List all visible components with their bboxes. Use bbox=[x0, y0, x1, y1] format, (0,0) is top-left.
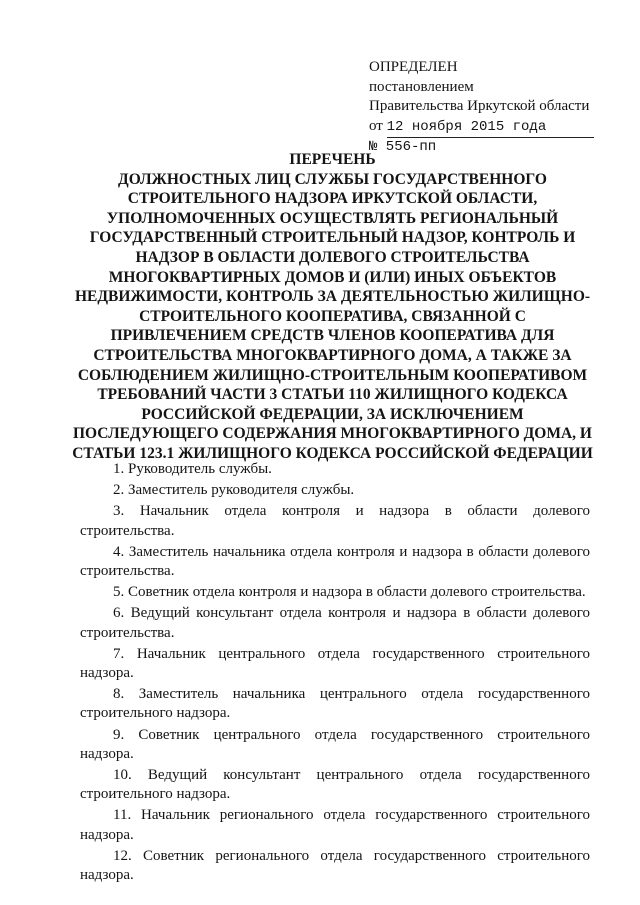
list-item: 3. Начальник отдела контроля и надзора в области долевого строительства. bbox=[80, 503, 590, 539]
approval-date: 12 ноября 2015 года bbox=[387, 118, 595, 139]
list-item: 6. Ведущий консультант отдела контроля и надзора в области долевого строительства. bbox=[80, 605, 590, 641]
list-item: 11. Начальник регионального отдела государственного строительного надзора. bbox=[80, 807, 590, 843]
list-item: 2. Заместитель руководителя службы. bbox=[113, 482, 355, 499]
list-item: 1. Руководитель службы. bbox=[113, 461, 272, 477]
list-item: 9. Советник центрального отдела государственного строительного надзора. bbox=[80, 726, 590, 762]
title-heading: ПЕРЕЧЕНЬ bbox=[289, 151, 376, 168]
approval-date-line bbox=[369, 117, 629, 139]
approval-block bbox=[369, 58, 629, 158]
list-item: 5. Советник отдела контроля и надзора в области долевого строительства. bbox=[113, 584, 586, 601]
approval-date-prefix: от bbox=[369, 117, 383, 134]
approval-authority: Правительства Иркутской области bbox=[369, 98, 590, 114]
approval-by: постановлением bbox=[369, 78, 474, 95]
document-title bbox=[70, 150, 595, 464]
title-text: ДОЛЖНОСТНЫХ ЛИЦ СЛУЖБЫ ГОСУДАРСТВЕННОГО СТРОИТЕЛЬНОГО НАДЗОРА ИРКУТСКОЙ ОБЛАСТИ, УПОЛНОМОЧЕННЫХ ОСУЩЕСТВЛЯТЬ РЕГИОНАЛЬНЫЙ ГОСУДАРСТВЕННЫЙ СТРОИТЕЛЬНЫЙ НАДЗОР, КОНТРОЛЬ И НАДЗОР В ОБЛАСТИ ДОЛЕВОГО СТРОИТЕЛЬСТВА МНОГОКВАРТИРНЫХ ДОМОВ И (ИЛИ) ИНЫХ ОБЪЕКТОВ НЕДВИЖИМОСТИ, КОНТРОЛЬ ЗА ДЕЯТЕЛЬНОСТЬЮ ЖИЛИЩНО-СТРОИТЕЛЬНОГО КООПЕРАТИВА, СВЯЗАННОЙ С ПРИВЛЕЧЕНИЕМ СРЕДСТВ ЧЛЕНОВ КООПЕРАТИВА ДЛЯ СТРОИТЕЛЬСТВА МНОГОКВАРТИРНОГО ДОМА, А ТАКЖЕ ЗА СОБЛЮДЕНИЕМ ЖИЛИЩНО-СТРОИТЕЛЬНЫМ КООПЕРАТИВОМ ТРЕБОВАНИЙ ЧАСТИ 3 СТАТЬИ 110 ЖИЛИЩНОГО КОДЕКСА РОССИЙСКОЙ ФЕДЕРАЦИИ, ЗА ИСКЛЮЧЕНИЕМ ПОСЛЕДУЮЩЕГО СОДЕРЖАНИЯ МНОГОКВАРТИРНОГО ДОМА, И СТАТЬИ 123.1 ЖИЛИЩНОГО КОДЕКСА РОССИЙСКОЙ ФЕДЕРАЦИИ bbox=[72, 170, 593, 462]
positions-list bbox=[80, 460, 590, 887]
list-item: 10. Ведущий консультант центрального отдела государственного строительного надзора. bbox=[80, 767, 590, 803]
list-item: 8. Заместитель начальника центрального отдела государственного строительного надзора. bbox=[80, 686, 590, 722]
approval-number: № 556-пп bbox=[369, 139, 437, 155]
approval-status: ОПРЕДЕЛЕН bbox=[369, 59, 458, 75]
list-item: 7. Начальник центрального отдела государственного строительного надзора. bbox=[80, 645, 590, 682]
list-item: 4. Заместитель начальника отдела контроля и надзора в области долевого строительства. bbox=[80, 543, 590, 580]
list-item: 12. Советник регионального отдела государственного строительного надзора. bbox=[80, 847, 590, 884]
